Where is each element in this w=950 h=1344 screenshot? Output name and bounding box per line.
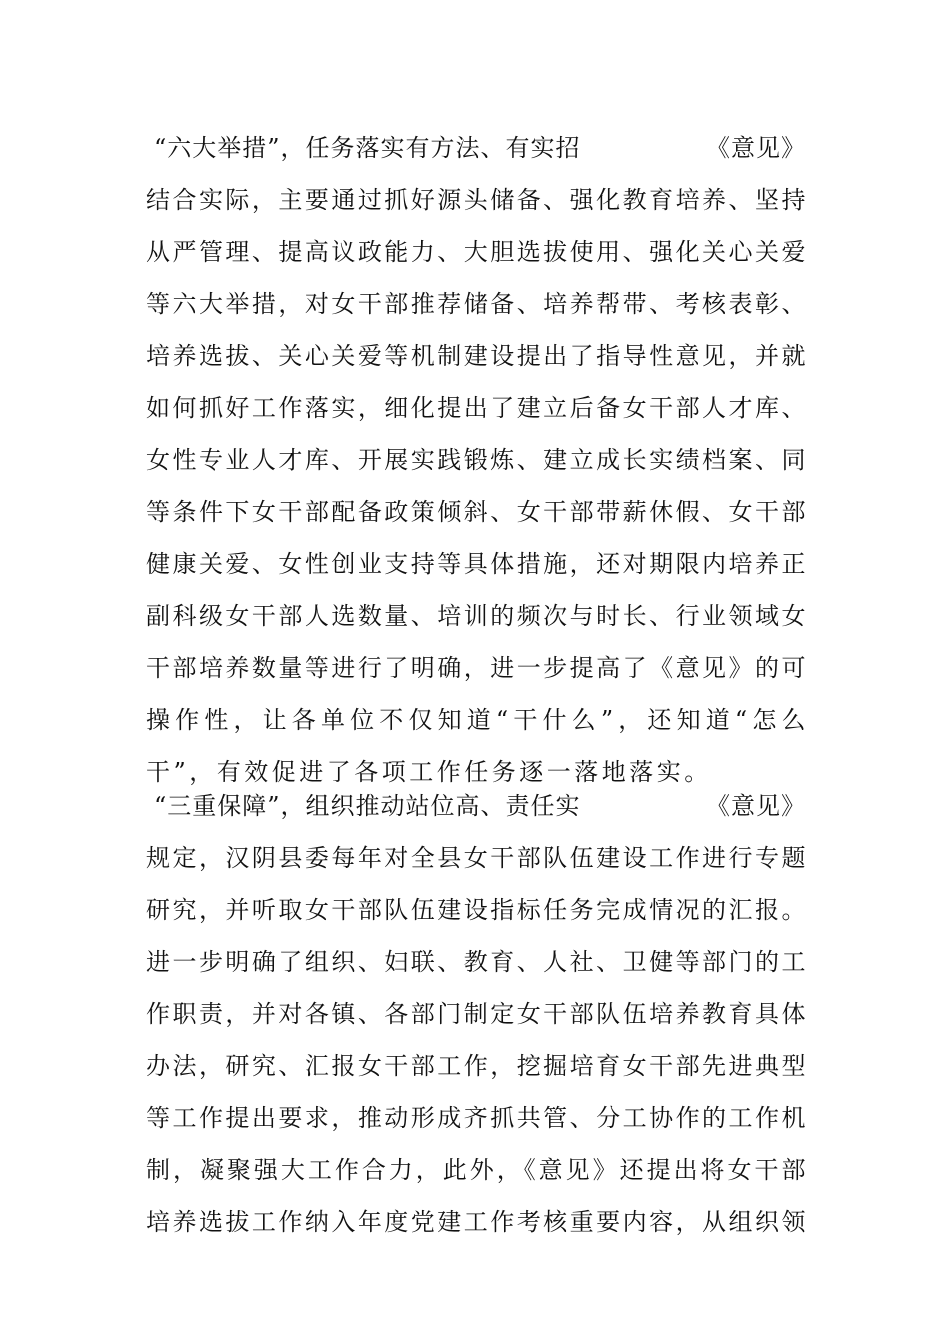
section2-line: 作职责，并对各镇、各部门制定女干部队伍培养教育具体	[146, 1000, 806, 1028]
section2-lead: 《意见》	[706, 792, 806, 820]
section1-line: 操作性，让各单位不仅知道“干什么”，还知道“怎么	[146, 706, 806, 734]
section1-line: 结合实际，主要通过抓好源头储备、强化教育培养、坚持	[146, 186, 806, 214]
section1-line: 健康关爱、女性创业支持等具体措施，还对期限内培养正	[146, 550, 806, 578]
section1-line: 培养选拔、关心关爱等机制建设提出了指导性意见，并就	[146, 342, 806, 370]
section1-line: 等条件下女干部配备政策倾斜、女干部带薪休假、女干部	[146, 498, 806, 526]
section2-line: 办法，研究、汇报女干部工作，挖掘培育女干部先进典型	[146, 1052, 806, 1080]
section2-line: 进一步明确了组织、妇联、教育、人社、卫健等部门的工	[146, 948, 806, 976]
section1-line: 干”，有效促进了各项工作任务逐一落地落实。	[146, 758, 712, 786]
section1-line: 干部培养数量等进行了明确，进一步提高了《意见》的可	[146, 654, 806, 682]
section2-line: 制，凝聚强大工作合力，此外，《意见》还提出将女干部	[146, 1156, 806, 1184]
section1-lead: 《意见》	[706, 134, 806, 162]
section2-line: 等工作提出要求，推动形成齐抓共管、分工协作的工作机	[146, 1104, 806, 1132]
section1-heading-line	[146, 130, 806, 166]
section1-line: 女性专业人才库、开展实践锻炼、建立成长实绩档案、同	[146, 446, 806, 474]
section1-line: 从严管理、提高议政能力、大胆选拔使用、强化关心关爱	[146, 238, 806, 266]
section2-heading: “三重保障”，组织推动站位高、责任实	[154, 792, 581, 820]
section2-line: 研究，并听取女干部队伍建设指标任务完成情况的汇报。	[146, 896, 806, 924]
section1-heading: “六大举措”，任务落实有方法、有实招	[154, 134, 581, 162]
section2-line: 规定，汉阴县委每年对全县女干部队伍建设工作进行专题	[146, 844, 806, 872]
section2-heading-line	[146, 788, 806, 824]
section1-line: 如何抓好工作落实，细化提出了建立后备女干部人才库、	[146, 394, 806, 422]
section1-line: 等六大举措，对女干部推荐储备、培养帮带、考核表彰、	[146, 290, 806, 318]
section2-line: 培养选拔工作纳入年度党建工作考核重要内容，从组织领	[146, 1208, 806, 1236]
section1-line: 副科级女干部人选数量、培训的频次与时长、行业领域女	[146, 602, 806, 630]
